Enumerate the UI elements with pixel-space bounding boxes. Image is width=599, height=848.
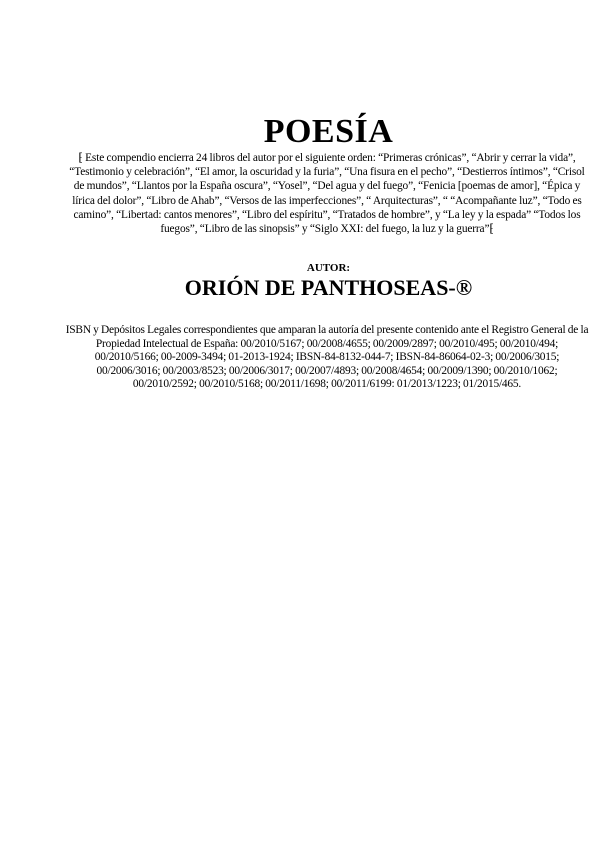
author-name: ORIÓN DE PANTHOSEAS-® <box>184 275 473 300</box>
intro-paragraph: ⁅ Este compendio encierra 24 libros del autor por el siguiente orden: “Primeras crónicas”, “Abrir y cerrar la vida”, “Testimonio y celebración”, “El amor, la oscuridad y la furia”, “Una fisura en el pecho”, “Destierros íntimos”, “Crisol de mundos”, “Llantos por la España oscura”, “Yosel”, “Del agua y del fuego”, “Fenicia [poemas de amor], “Épica y lírica del dolor”, “Libro de Ahab”, “Versos de las imperfecciones”, “ Arquitecturas”, “ “Acompañante luz”, “Todo es camino”, “Libertad: cantos menores”, “Libro del espíritu”, “Tratados de hombre”, y “La ley y la espada” “Todos los fuegos”, “Libro de las sinopsis” y “Siglo XXI: del fuego, la luz y la guerra”⁅ <box>69 152 585 236</box>
legal-notice: ISBN y Depósitos Legales correspondientes que amparan la autoría del presente contenido ante el Registro General de la Propiedad Intelectual de España: 00/2010/5167; 00/2008/4655; 00/2009/2897; 00/2010/495; 00/2010/494; 00/2010/5166; 00-2009-3494; 01-2013-1924; IBSN-84-8132-044-7; IBSN-84-86064-02-3; 00/2006/3015; 00/2006/3016; 00/2003/8523; 00/2006/3017; 00/2007/4893; 00/2008/4654; 00/2009/1390; 00/2010/1062; 00/2010/2592; 00/2010/5168; 00/2011/1698; 00/2011/6199: 01/2013/1223; 01/2015/465. <box>65 324 589 391</box>
document-title: POESÍA <box>263 113 394 150</box>
author-label: AUTOR: <box>306 262 351 274</box>
